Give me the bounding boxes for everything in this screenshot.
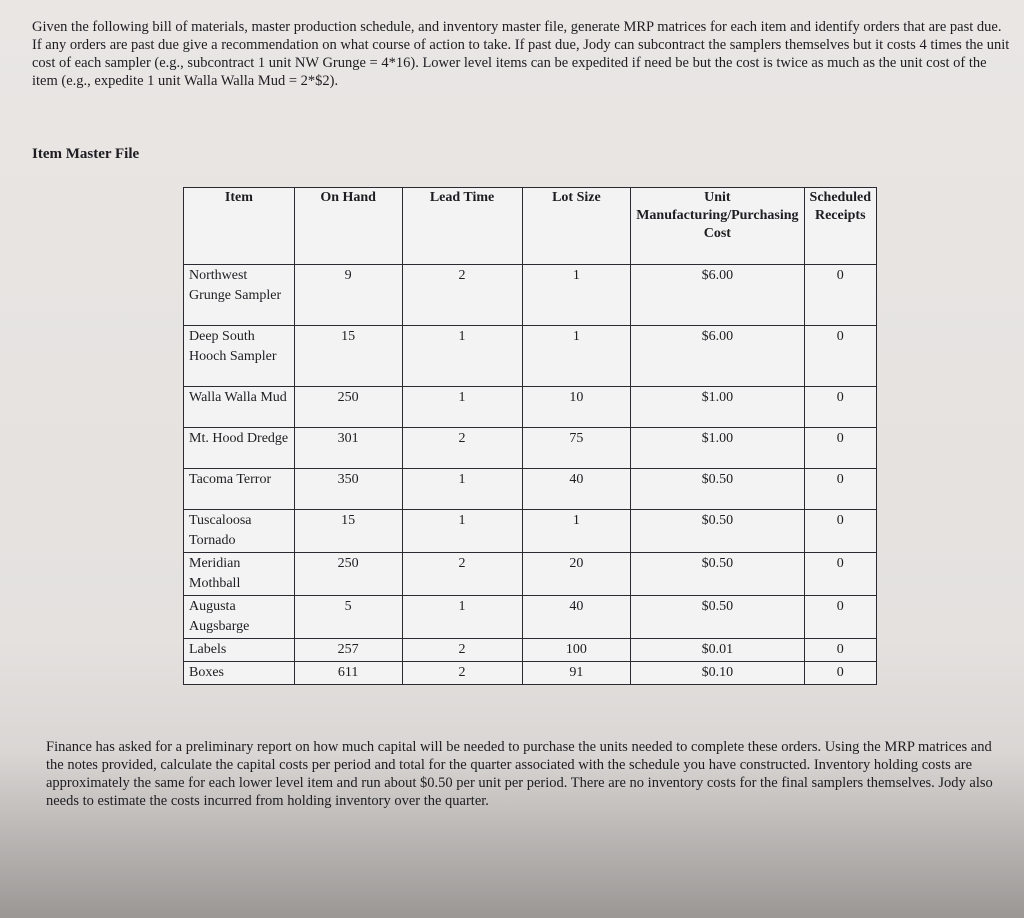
cell-lot-size: 100: [522, 639, 631, 662]
cell-cost: $1.00: [631, 428, 804, 469]
cell-on-hand: 15: [294, 326, 402, 387]
cell-lot-size: 1: [522, 510, 631, 553]
cell-item: Mt. Hood Dredge: [184, 428, 295, 469]
cell-on-hand: 5: [294, 596, 402, 639]
header-scheduled-receipts: Scheduled Receipts: [804, 188, 876, 265]
cell-lead-time: 1: [402, 387, 522, 428]
cell-item: Augusta Augsbarge: [184, 596, 295, 639]
cell-lot-size: 91: [522, 662, 631, 685]
table-row: [184, 553, 877, 596]
table-row: [184, 387, 877, 428]
cell-lot-size: 20: [522, 553, 631, 596]
cell-item: Northwest Grunge Sampler: [184, 265, 295, 326]
cell-item: Labels: [184, 639, 295, 662]
cell-lead-time: 2: [402, 428, 522, 469]
cell-receipts: 0: [804, 326, 876, 387]
table-row: [184, 510, 877, 553]
cell-on-hand: 301: [294, 428, 402, 469]
section-title: Item Master File: [32, 146, 140, 162]
cell-on-hand: 250: [294, 387, 402, 428]
cell-lot-size: 1: [522, 326, 631, 387]
cell-on-hand: 611: [294, 662, 402, 685]
header-unit-cost: Unit Manufacturing/Purchasing Cost: [631, 188, 804, 265]
table-row: [184, 639, 877, 662]
cell-on-hand: 257: [294, 639, 402, 662]
cell-lot-size: 40: [522, 596, 631, 639]
cell-receipts: 0: [804, 469, 876, 510]
cell-receipts: 0: [804, 662, 876, 685]
cell-item: Tacoma Terror: [184, 469, 295, 510]
cell-cost: $0.10: [631, 662, 804, 685]
table-row: [184, 662, 877, 685]
cell-cost: $1.00: [631, 387, 804, 428]
cell-cost: $6.00: [631, 265, 804, 326]
cell-item: Boxes: [184, 662, 295, 685]
cell-lead-time: 1: [402, 596, 522, 639]
table-header-row: [184, 188, 877, 265]
item-master-table: [183, 187, 877, 685]
header-item: Item: [184, 188, 295, 265]
cell-lot-size: 75: [522, 428, 631, 469]
cell-receipts: 0: [804, 553, 876, 596]
intro-text: Given the following bill of materials, master production schedule, and inventory master file, generate MRP matrices for each item and identify orders that are past due. If any orders are past due give a recommendation on what course of action to take. If past due, Jody can subcontract the samplers themselves but it costs 4 times the unit cost of each sampler (e.g., subcontract 1 unit NW Grunge = 4*16). Lower level items can be expedited if need be but the cost is twice as much as the unit cost of the item (e.g., expedite 1 unit Walla Walla Mud = 2*$2).: [32, 19, 1010, 89]
cell-cost: $0.01: [631, 639, 804, 662]
cell-lead-time: 1: [402, 469, 522, 510]
cell-receipts: 0: [804, 428, 876, 469]
table-row: [184, 469, 877, 510]
cell-lot-size: 40: [522, 469, 631, 510]
footer-text: Finance has asked for a preliminary report on how much capital will be needed to purchase the units needed to complete these orders. Using the MRP matrices and the notes provided, calculate the capital costs per period and total for the quarter associated with the schedule you have constructed. Inventory holding costs are approximately the same for each lower level item and run about $0.50 per unit per period. There are no inventory costs for the final samplers themselves. Jody also needs to estimate the costs incurred from holding inventory over the quarter.: [46, 739, 993, 809]
table-row: [184, 428, 877, 469]
cell-lot-size: 1: [522, 265, 631, 326]
cell-receipts: 0: [804, 639, 876, 662]
header-lot-size: Lot Size: [522, 188, 631, 265]
cell-lead-time: 2: [402, 265, 522, 326]
cell-item: Walla Walla Mud: [184, 387, 295, 428]
footer-paragraph: [46, 738, 1011, 810]
cell-lot-size: 10: [522, 387, 631, 428]
cell-cost: $0.50: [631, 596, 804, 639]
cell-lead-time: 2: [402, 553, 522, 596]
cell-cost: $0.50: [631, 469, 804, 510]
table-row: [184, 265, 877, 326]
cell-item: Tuscaloosa Tornado: [184, 510, 295, 553]
cell-on-hand: 250: [294, 553, 402, 596]
cell-lead-time: 2: [402, 639, 522, 662]
cell-cost: $0.50: [631, 510, 804, 553]
cell-lead-time: 1: [402, 326, 522, 387]
table-row: [184, 326, 877, 387]
cell-on-hand: 9: [294, 265, 402, 326]
cell-item: Meridian Mothball: [184, 553, 295, 596]
cell-lead-time: 1: [402, 510, 522, 553]
cell-cost: $6.00: [631, 326, 804, 387]
cell-receipts: 0: [804, 510, 876, 553]
cell-receipts: 0: [804, 265, 876, 326]
header-lead-time: Lead Time: [402, 188, 522, 265]
cell-on-hand: 350: [294, 469, 402, 510]
cell-receipts: 0: [804, 387, 876, 428]
header-on-hand: On Hand: [294, 188, 402, 265]
table-row: [184, 596, 877, 639]
cell-lead-time: 2: [402, 662, 522, 685]
intro-paragraph: [32, 18, 1012, 90]
cell-cost: $0.50: [631, 553, 804, 596]
cell-item: Deep South Hooch Sampler: [184, 326, 295, 387]
cell-receipts: 0: [804, 596, 876, 639]
cell-on-hand: 15: [294, 510, 402, 553]
